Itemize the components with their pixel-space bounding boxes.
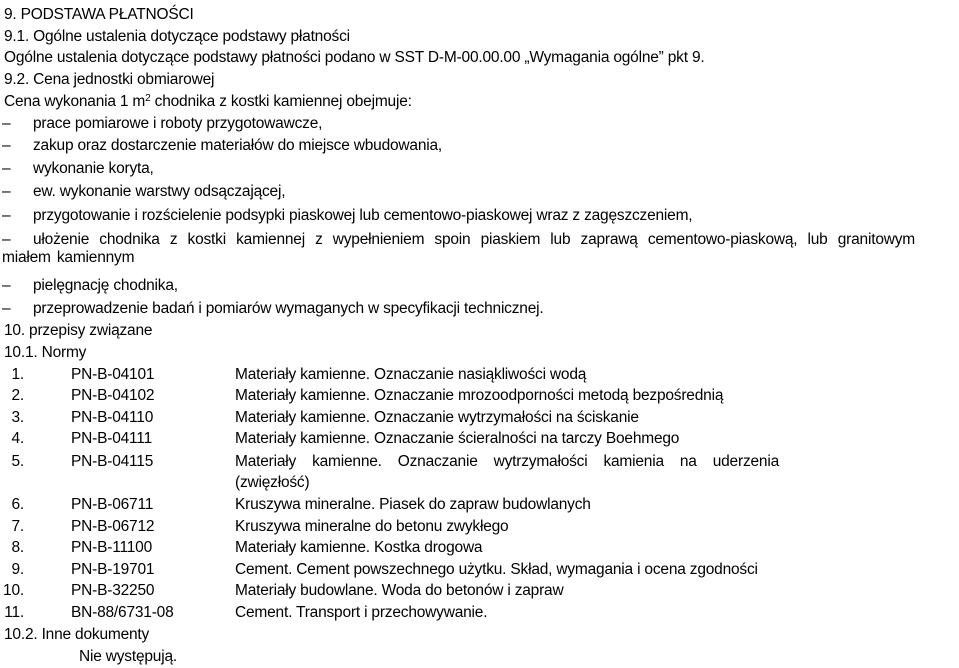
dash-bullet: – [2,277,11,294]
dash-bullet: – [2,183,11,200]
intro-text-before: Cena wykonania 1 m [4,93,146,110]
section-9-2-intro [4,93,412,111]
norm-description: Kruszywa mineralne. Piasek do zapraw budowlanych [235,496,591,513]
dash-bullet: – [2,231,11,248]
norm-number: 8. [11,539,24,556]
list-item [2,300,915,318]
norm-number: 6. [11,496,24,513]
norm-code: PN-B-06712 [71,518,155,535]
list-item-text: zakup oraz dostarczenie materiałów do miejsce wbudowania, [33,137,443,154]
list-item [2,231,915,267]
list-item [2,137,915,155]
norm-description: Materiały kamienne. Oznaczanie mrozoodporności metodą bezpośrednią [235,387,724,404]
norm-code: PN-B-04101 [71,366,155,383]
norm-number: 9. [11,561,24,578]
intro-text-after: chodnika z kostki kamiennej obejmuje: [150,93,412,110]
norm-code: PN-B-04115 [71,453,154,470]
norm-code: PN-B-19701 [71,561,155,578]
norm-description: Kruszywa mineralne do betonu zwykłego [235,518,509,535]
dash-bullet: – [2,115,11,132]
section-10-2-text: Nie występują. [79,648,177,665]
norm-description: Materiały kamienne. Kostka drogowa [235,539,483,556]
list-item-text: pielęgnację chodnika, [33,277,178,294]
list-item [2,160,915,178]
norm-number: 7. [11,518,24,535]
norm-code: PN-B-32250 [71,582,155,599]
section-10-1-heading: 10.1. Normy [4,344,87,361]
list-item-text: przygotowanie i rozścielenie podsypki piaskowej lub cementowo-piaskowej wraz z zagęszczeniem, [33,207,693,224]
section-10-heading: 10. przepisy związane [4,322,153,339]
norm-description: Materiały kamienne. Oznaczanie wytrzymałości na ściskanie [235,409,639,426]
norm-number: 3. [11,409,24,426]
dash-bullet: – [2,137,11,154]
norm-code: PN-B-11100 [71,539,152,556]
norm-code: PN-B-04110 [71,409,154,426]
list-item [2,277,915,295]
norm-description: Materiały kamienne. Oznaczanie wytrzymałości kamienia na uderzenia [235,453,779,470]
list-item [2,183,915,201]
dash-bullet: – [2,207,11,224]
list-item-text: przeprowadzenie badań i pomiarów wymaganych w specyfikacji technicznej. [33,300,544,317]
norm-description-continuation: (zwięzłość) [235,474,310,491]
norm-number: 10. [3,582,24,599]
norm-code: BN-88/6731-08 [71,604,174,621]
norm-number: 4. [11,430,24,447]
intro-superscript: 2 [145,93,151,104]
norm-code: PN-B-06711 [71,496,154,513]
norm-description: Cement. Cement powszechnego użytku. Skład, wymagania i ocena zgodności [235,561,758,578]
norm-number: 5. [11,453,24,470]
norm-number: 11. [4,604,24,621]
list-item [2,207,915,225]
section-9-1-heading: 9.1. Ogólne ustalenia dotyczące podstawy płatności [4,28,350,45]
norm-description: Cement. Transport i przechowywanie. [235,604,488,621]
dash-bullet: – [2,160,11,177]
norm-description: Materiały kamienne. Oznaczanie nasiąkliwości wodą [235,366,587,383]
section-9-2-heading: 9.2. Cena jednostki obmiarowej [4,71,215,88]
section-9-1-text: Ogólne ustalenia dotyczące podstawy płatności podano w SST D-M-00.00.00 „Wymagania ogólne” pkt 9. [4,49,705,66]
section-10-2-heading: 10.2. Inne dokumenty [4,626,150,643]
section-9-heading: 9. PODSTAWA PŁATNOŚCI [4,6,194,23]
norm-number: 1. [11,366,24,383]
norm-description: Materiały budowlane. Woda do betonów i zapraw [235,582,564,599]
list-item [2,115,915,133]
dash-bullet: – [2,300,11,317]
list-item-text: ułożenie chodnika z kostki kamiennej z wypełnieniem spoin piaskiem lub zaprawą cementowo-piaskową, lub granitowym miałem kamiennym [2,231,915,266]
list-item-text: wykonanie koryta, [33,160,154,177]
list-item-text: ew. wykonanie warstwy odsączającej, [33,183,286,200]
norm-code: PN-B-04111 [71,430,152,447]
norm-number: 2. [11,387,24,404]
list-item-text: prace pomiarowe i roboty przygotowawcze, [33,115,323,132]
norm-description: Materiały kamienne. Oznaczanie ścieralności na tarczy Boehmego [235,430,680,447]
norm-code: PN-B-04102 [71,387,155,404]
